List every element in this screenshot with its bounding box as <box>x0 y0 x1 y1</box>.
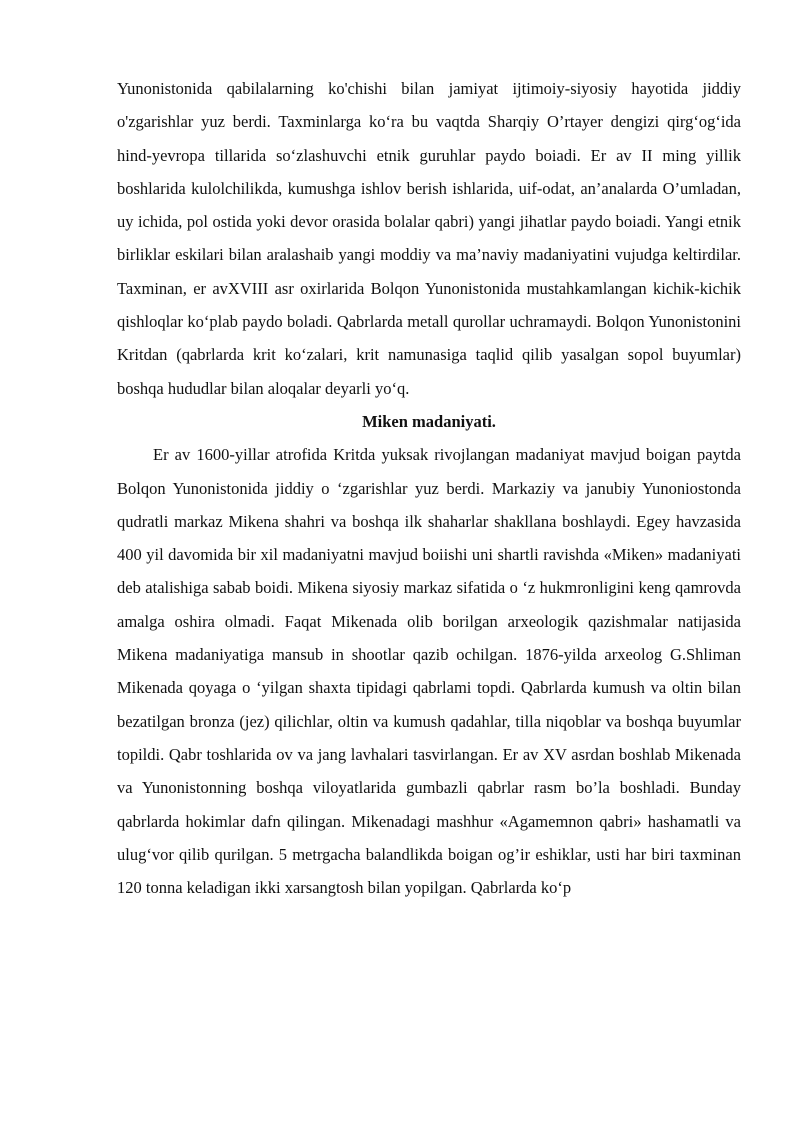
paragraph-intro: Yunonistonida qabilalarning ko'chishi bilan jamiyat ijtimoiy-siyosiy hayotida jiddiy o'zgarishlar yuz berdi. Taxminlarga ko‘ra bu vaqtda Sharqiy O’rtayer dengizi qirg‘og‘ida hind-yevropa tillarida so‘zlashuvchi etnik guruhlar paydo boiadi. Er av II ming yillik boshlarida kulolchilikda, kumushga ishlov berish ishlarida, uif-odat, an’analarda O’umladan, uy ichida, pol ostida yoki devor orasida bolalar qabri) yangi jihatlar paydo boiadi. Yangi etnik birliklar eskilari bilan aralashaib yangi moddiy va ma’naviy madaniyatini vujudga keltirdilar. Taxminan, er avXVIII asr oxirlarida Bolqon Yunonistonida mustahkamlangan kichik-kichik qishloqlar ko‘plab paydo boladi. Qabrlarda metall qurollar uchramaydi. Bolqon Yunonistonini Kritdan (qabrlarda krit ko‘zalari, krit namunasiga taqlid qilib yasalgan sopol buyumlar) boshqa hududlar bilan aloqalar deyarli yo‘q. <box>117 79 741 398</box>
paragraph-miken: Er av 1600-yillar atrofida Kritda yuksak rivojlangan madaniyat mavjud boigan paytda Bolqon Yunonistonida jiddiy o ‘zgarishlar yuz berdi. Markaziy va janubiy Yunoniostonda qudratli markaz Mikena shahri va boshqa ilk shaharlar shakllana boshlaydi. Egey havzasida 400 yil davomida bir xil madaniyatni mavjud boiishi uni shartli ravishda «Miken» madaniyati deb atalishiga sabab boidi. Mikena siyosiy markaz sifatida o ‘z hukmronligini keng qamrovda amalga oshira olmadi. Faqat Mikenada olib borilgan arxeologik qazishmalar natijasida Mikena madaniyatiga mansub in shootlar qazib ochilgan. 1876-yilda arxeolog G.Shliman Mikenada qoyaga o ‘yilgan shaxta tipidagi qabrlami topdi. Qabrlarda kumush va oltin bilan bezatilgan bronza (jez) qilichlar, oltin va kumush qadahlar, tilla niqoblar va boshqa buyumlar topildi. Qabr toshlarida ov va jang lavhalari tasvirlangan. Er av XV asrdan boshlab Mikenada va Yunonistonning boshqa viloyatlarida gumbazli qabrlar rasm bo’la boshladi. Bunday qabrlarda hokimlar dafn qilingan. Mikenadagi mashhur «Agamemnon qabri» hashamatli va ulug‘vor qilib qurilgan. 5 metrgacha balandlikda boigan og’ir eshiklar, usti har biri taxminan 120 tonna keladigan ikki xarsangtosh bilan yopilgan. Qabrlarda ko‘p <box>117 445 741 898</box>
document-page <box>117 72 741 904</box>
section-heading: Miken madaniyati. <box>362 411 496 431</box>
